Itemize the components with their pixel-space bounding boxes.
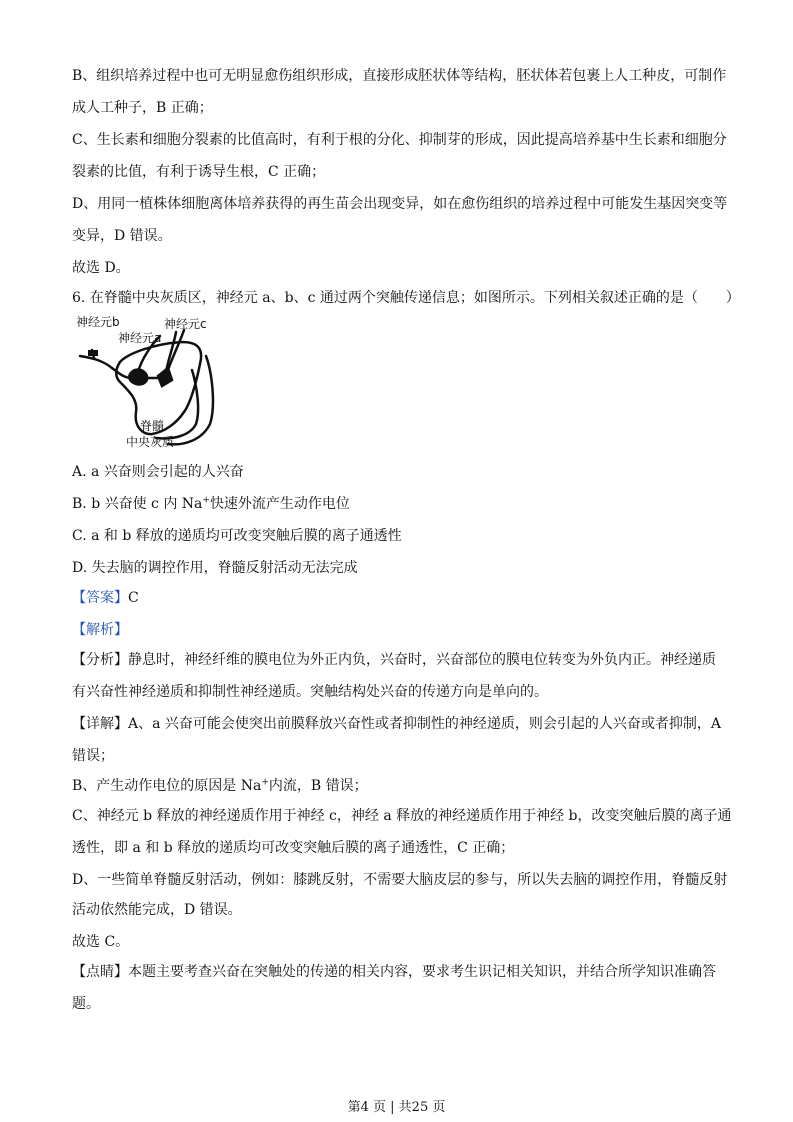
paragraph-line: 变异，D 错误。 xyxy=(72,228,172,244)
paragraph-line: 裂素的比值，有利于诱导生根，C 正确； xyxy=(72,164,326,180)
paragraph-line: 透性，即 a 和 b 释放的递质均可改变突触后膜的离子通透性，C 正确； xyxy=(72,840,515,856)
fenxi-tag: 【分析】 xyxy=(72,652,128,668)
label-neuron-a: 神经元a xyxy=(118,331,162,345)
superscript: + xyxy=(261,777,269,788)
paragraph-line: 错误； xyxy=(72,748,114,764)
label-neuron-b: 神经元b xyxy=(76,315,120,329)
paragraph-line: 故选 C。 xyxy=(72,934,130,950)
paragraph-line: B、组织培养过程中也可无明显愈伤组织形成，直接形成胚状体等结构，胚状体若包裹上人工种皮，可制作 xyxy=(72,68,727,84)
option-a: A. a 兴奋则会引起的人兴奋 xyxy=(72,464,244,480)
label-central-grey: 中央灰质 xyxy=(126,435,175,449)
paragraph-line: 有兴奋性神经递质和抑制性神经递质。突触结构处兴奋的传递方向是单向的。 xyxy=(72,684,548,700)
option-b xyxy=(72,494,732,514)
xj-b-text-rest: 内流，B 错误； xyxy=(268,778,368,794)
fenxi-text: 静息时，神经纤维的膜电位为外正内负，兴奋时，兴奋部位的膜电位转变为外负内正。神经递质 xyxy=(128,652,716,668)
paragraph-line: C、神经元 b 释放的神经递质作用于神经 c，神经 a 释放的神经递质作用于神经 b，改变突触后膜的离子通 xyxy=(72,808,732,824)
page-footer: 第4 页 | 共25 页 xyxy=(347,1100,446,1115)
label-spinal-cord: 脊髓 xyxy=(140,419,165,433)
paragraph-line: 故选 D。 xyxy=(72,260,130,276)
xiangjie-tag: 【详解】 xyxy=(72,716,128,732)
xiangjie-line xyxy=(72,714,732,734)
option-b-text: B. b 兴奋使 c 内 Na xyxy=(72,496,203,512)
spinal-cord-figure xyxy=(72,312,222,452)
paragraph-line xyxy=(72,776,732,796)
paragraph-line: C、生长素和细胞分裂素的比值高时，有利于根的分化、抑制芽的形成，因此提高培养基中生长素和细胞分 xyxy=(72,132,727,148)
dianjing-text: 本题主要考查兴奋在突触处的传递的相关内容，要求考生识记相关知识，并结合所学知识准确答 xyxy=(128,964,716,980)
analysis-heading xyxy=(72,620,732,640)
question-stem: 6. 在脊髓中央灰质区，神经元 a、b、c 通过两个突触传递信息；如图所示。下列相关叙述正确的是（ ） xyxy=(72,290,740,306)
answer-value: C xyxy=(128,590,139,606)
dianjing-tag: 【点睛】 xyxy=(72,964,128,980)
paragraph-line: 题。 xyxy=(72,996,100,1012)
paragraph-line: 活动依然能完成，D 错误。 xyxy=(72,902,242,918)
option-b-text-rest: 快速外流产生动作电位 xyxy=(209,496,350,512)
option-d: D. 失去脑的调控作用，脊髓反射活动无法完成 xyxy=(72,560,358,576)
xiangjie-text: A、a 兴奋可能会使突出前膜释放兴奋性或者抑制性的神经递质，则会引起的人兴奋或者抑制，A xyxy=(128,716,722,732)
answer-tag: 【答案】 xyxy=(72,590,128,606)
xj-b-text: B、产生动作电位的原因是 Na xyxy=(72,778,262,794)
neuron-diagram xyxy=(72,312,222,452)
superscript: + xyxy=(202,495,210,506)
dianjing-line xyxy=(72,962,732,982)
paragraph-line: 成人工种子，B 正确； xyxy=(72,100,213,116)
option-c: C. a 和 b 释放的递质均可改变突触后膜的离子通透性 xyxy=(72,528,402,544)
analysis-tag: 【解析】 xyxy=(72,622,128,638)
label-neuron-c: 神经元c xyxy=(164,317,207,331)
answer-line xyxy=(72,588,732,608)
paragraph-line: D、一些简单脊髓反射活动，例如：膝跳反射，不需要大脑皮层的参与，所以失去脑的调控作用，脊髓反射 xyxy=(72,872,728,888)
paragraph-line: D、用同一植株体细胞离体培养获得的再生苗会出现变异，如在愈伤组织的培养过程中可能发生基因突变等 xyxy=(72,196,728,212)
fenxi-line xyxy=(72,650,732,670)
